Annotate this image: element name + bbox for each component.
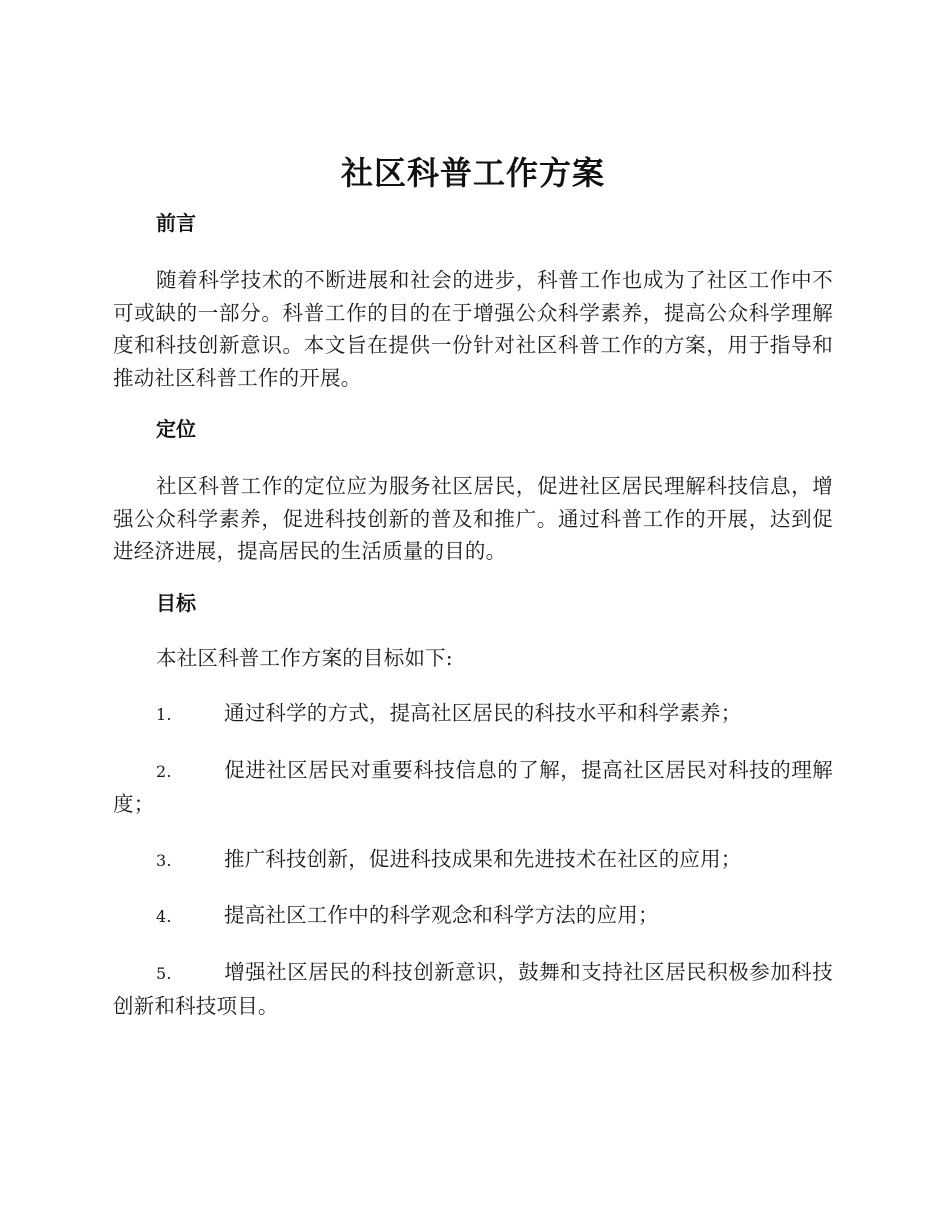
list-item-number: 1.	[156, 705, 172, 724]
list-item	[113, 843, 833, 878]
list-item	[113, 754, 833, 821]
list-item-text: 提高社区工作中的科学观念和科学方法的应用；	[224, 903, 659, 927]
preface-paragraph: 随着科学技术的不断进展和社会的进步，科普工作也成为了社区工作中不可或缺的一部分。科普工作的目的在于增强公众科学素养，提高公众科学理解度和科技创新意识。本文旨在提供一份针对社区科普工作的方案，用于指导和推动社区科普工作的开展。	[113, 268, 833, 390]
list-item	[113, 697, 833, 732]
document-page	[113, 150, 833, 1023]
list-item-text: 通过科学的方式，提高社区居民的科技水平和科学素养；	[224, 701, 742, 725]
list-item-text: 推广科技创新，促进科技成果和先进技术在社区的应用；	[224, 846, 742, 871]
section-heading-preface: 前言	[156, 211, 196, 235]
positioning-paragraph: 社区科普工作的定位应为服务社区居民，促进社区居民理解科技信息，增强公众科学素养，促进科技创新的普及和推广。通过科普工作的开展，达到促进经济进展，提高居民的生活质量的目的。	[113, 474, 833, 563]
section-heading-goals: 目标	[156, 590, 196, 615]
list-item-text: 增强社区居民的科技创新意识，鼓舞和支持社区居民积极参加科技创新和科技项目。	[113, 959, 833, 1018]
list-item-number: 3.	[156, 850, 172, 870]
list-item-text: 促进社区居民对重要科技信息的了解，提高社区居民对科技的理解度；	[113, 757, 833, 816]
document-title: 社区科普工作方案	[340, 154, 605, 192]
list-item	[113, 956, 833, 1023]
goals-intro: 本社区科普工作方案的目标如下:	[156, 645, 453, 670]
section-heading-positioning: 定位	[156, 417, 196, 441]
list-item	[113, 899, 833, 934]
list-item-number: 5.	[156, 963, 172, 983]
list-item-number: 2.	[156, 761, 172, 781]
list-item-number: 4.	[156, 907, 172, 926]
